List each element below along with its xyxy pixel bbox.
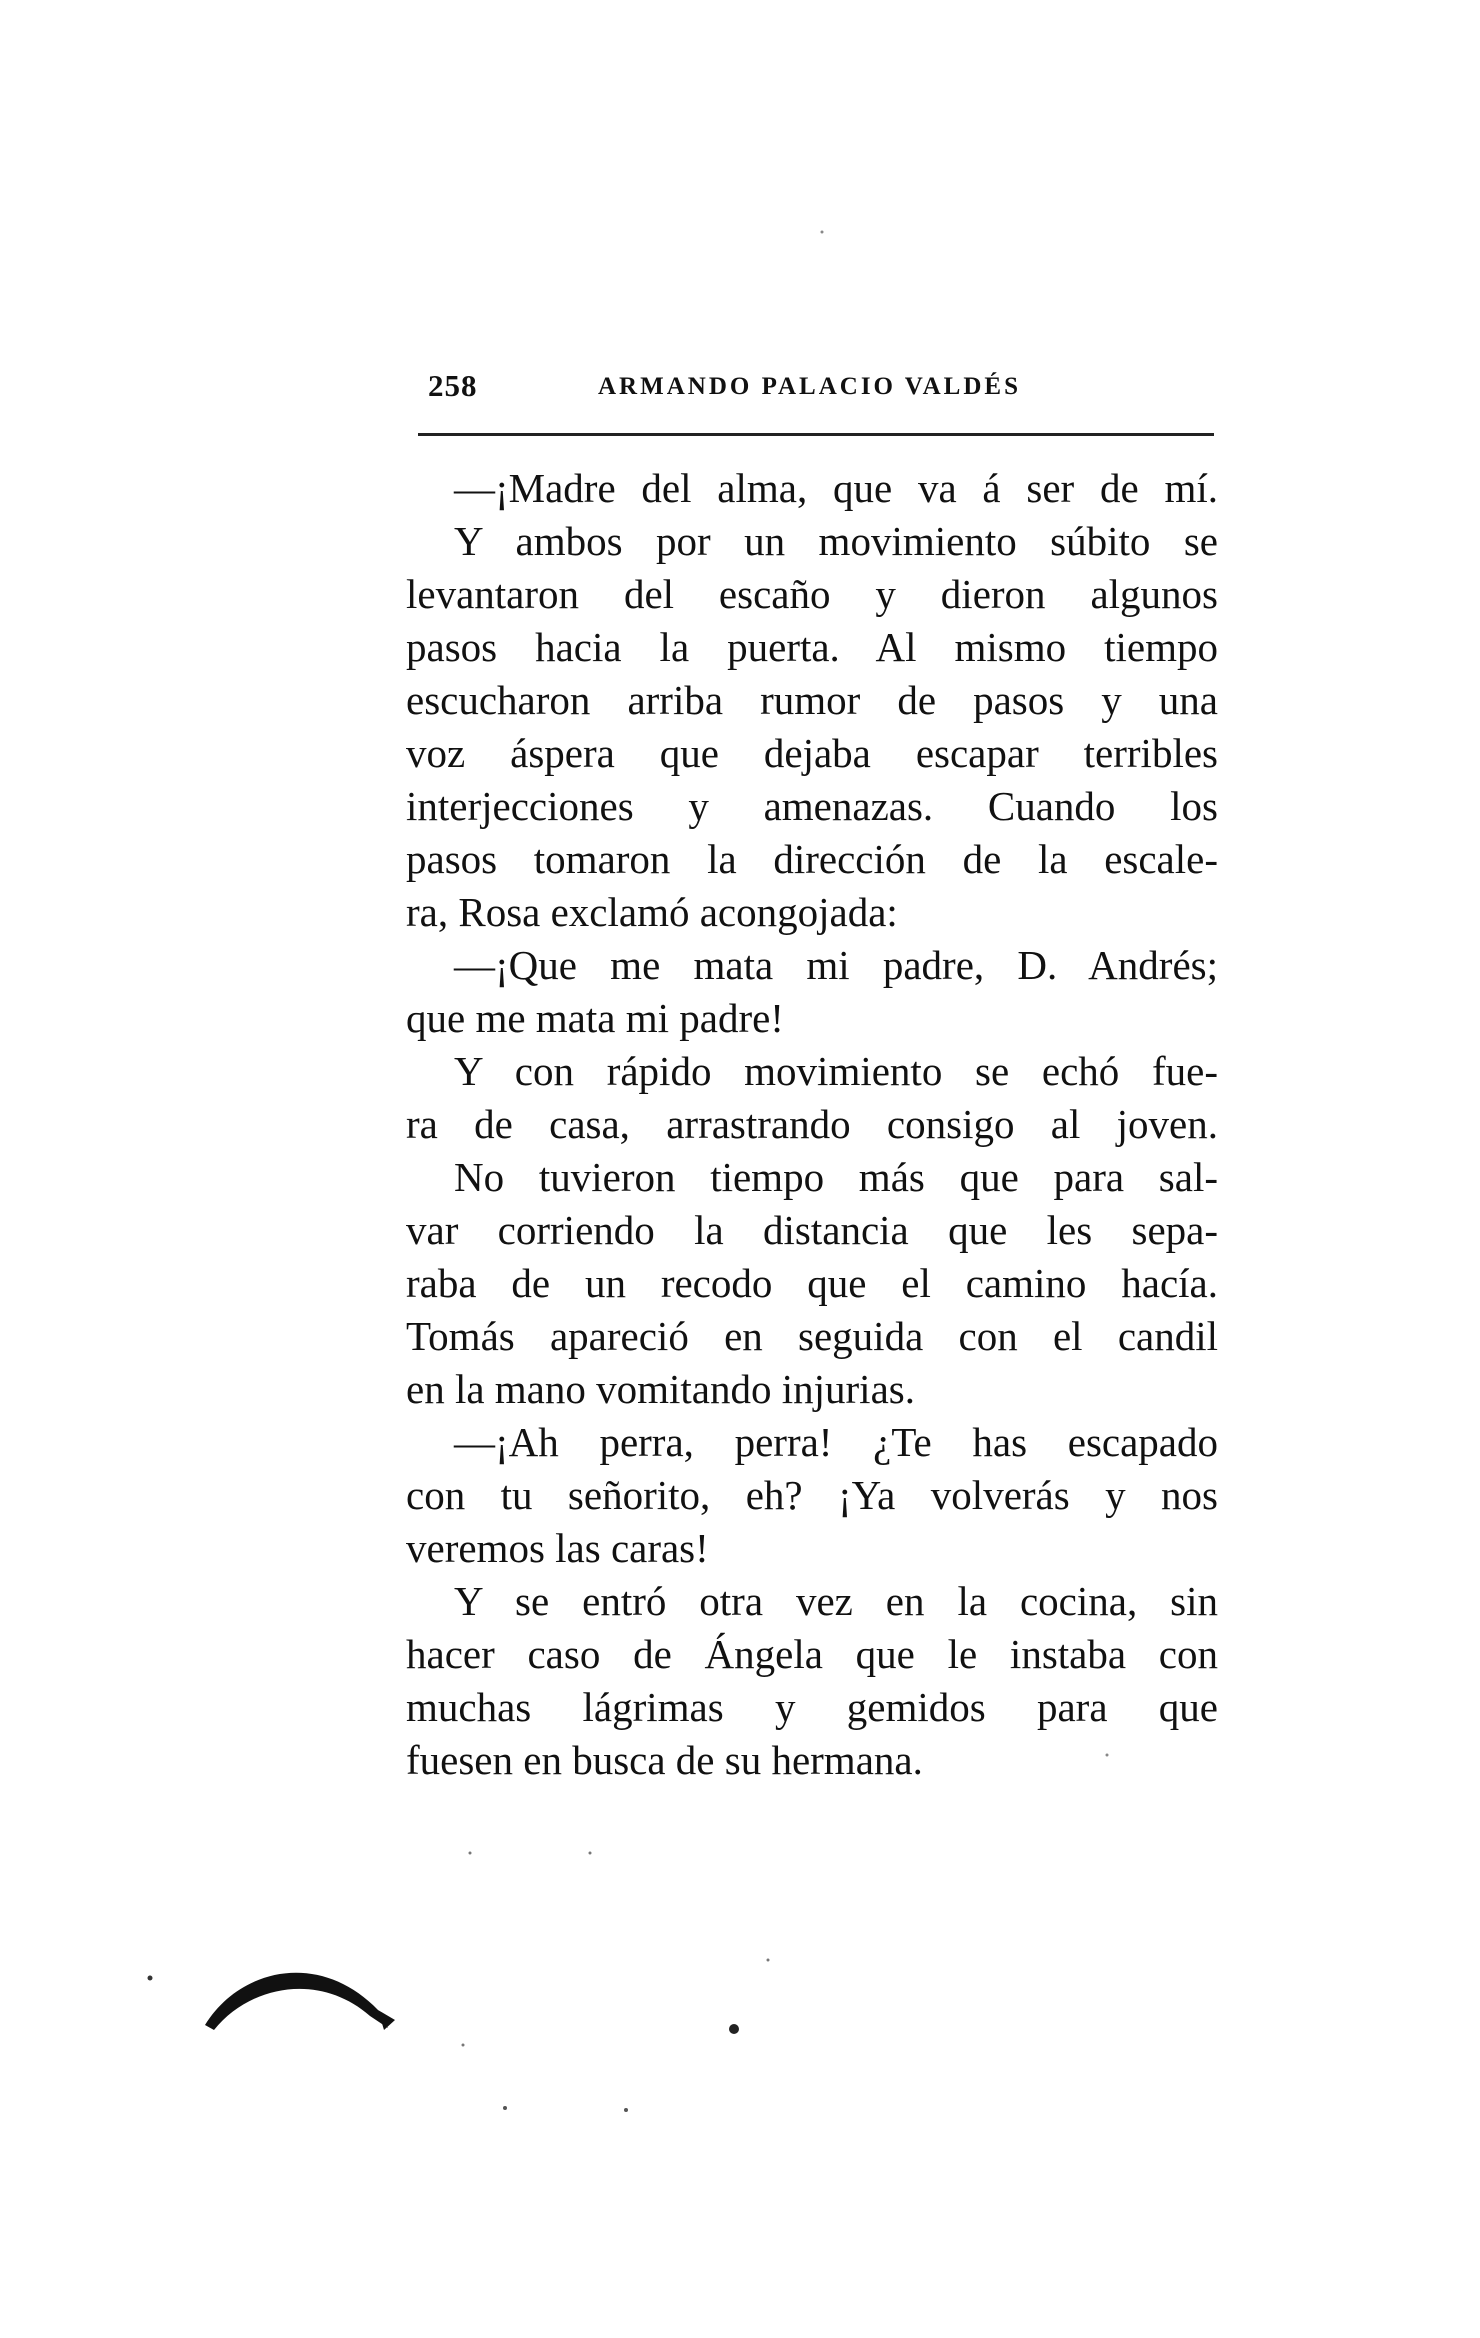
text-line: con tu señorito, eh? ¡Ya volverás y nos xyxy=(406,1472,1218,1518)
text-line: hacer caso de Ángela que le instaba con xyxy=(406,1631,1218,1677)
page-number: 258 xyxy=(428,368,478,403)
text-line: Y con rápido movimiento se echó fue- xyxy=(454,1048,1218,1094)
text-line: que me mata mi padre! xyxy=(406,995,784,1041)
text-line: en la mano vomitando injurias. xyxy=(406,1366,915,1412)
text-line: Tomás apareció en seguida con el candil xyxy=(406,1313,1218,1359)
text-line: ra de casa, arrastrando consigo al joven. xyxy=(406,1101,1218,1147)
text-line: interjecciones y amenazas. Cuando los xyxy=(406,783,1218,829)
ink-speck xyxy=(503,2106,507,2110)
text-line: raba de un recodo que el camino hacía. xyxy=(406,1260,1218,1306)
header-rule xyxy=(418,433,1214,436)
ink-speck xyxy=(589,1852,592,1855)
ink-speck xyxy=(821,231,824,234)
page-header xyxy=(428,368,1222,408)
ink-speck xyxy=(729,2024,739,2034)
ink-speck xyxy=(148,1976,153,1981)
text-line: muchas lágrimas y gemidos para que xyxy=(406,1684,1218,1730)
ink-speck xyxy=(462,2044,465,2047)
text-line: —¡Que me mata mi padre, D. Andrés; xyxy=(454,942,1218,988)
text-line: pasos hacia la puerta. Al mismo tiempo xyxy=(406,624,1218,670)
text-line: escucharon arriba rumor de pasos y una xyxy=(406,677,1218,723)
ink-speck xyxy=(469,1852,472,1855)
ink-speck xyxy=(624,2108,628,2112)
text-line: pasos tomaron la dirección de la escale- xyxy=(406,836,1218,882)
text-line: Y se entró otra vez en la cocina, sin xyxy=(454,1578,1218,1624)
text-line: veremos las caras! xyxy=(406,1525,709,1571)
ink-smudge-tip xyxy=(378,2010,395,2030)
text-line: levantaron del escaño y dieron algunos xyxy=(406,571,1218,617)
text-line: ra, Rosa exclamó acongojada: xyxy=(406,889,898,935)
body-text xyxy=(406,462,1218,1787)
text-line: —¡Madre del alma, que va á ser de mí. xyxy=(454,465,1218,511)
text-line: No tuvieron tiempo más que para sal- xyxy=(454,1154,1218,1200)
ink-smudge-arc xyxy=(205,1973,388,2030)
text-line: voz áspera que dejaba escapar terribles xyxy=(406,730,1218,776)
text-line: —¡Ah perra, perra! ¿Te has escapado xyxy=(454,1419,1218,1465)
running-head: ARMANDO PALACIO VALDÉS xyxy=(598,373,1021,400)
text-line: Y ambos por un movimiento súbito se xyxy=(454,518,1218,564)
ink-speck xyxy=(767,1959,770,1962)
text-line: fuesen en busca de su hermana. xyxy=(406,1737,923,1783)
text-line: var corriendo la distancia que les sepa- xyxy=(406,1207,1218,1253)
